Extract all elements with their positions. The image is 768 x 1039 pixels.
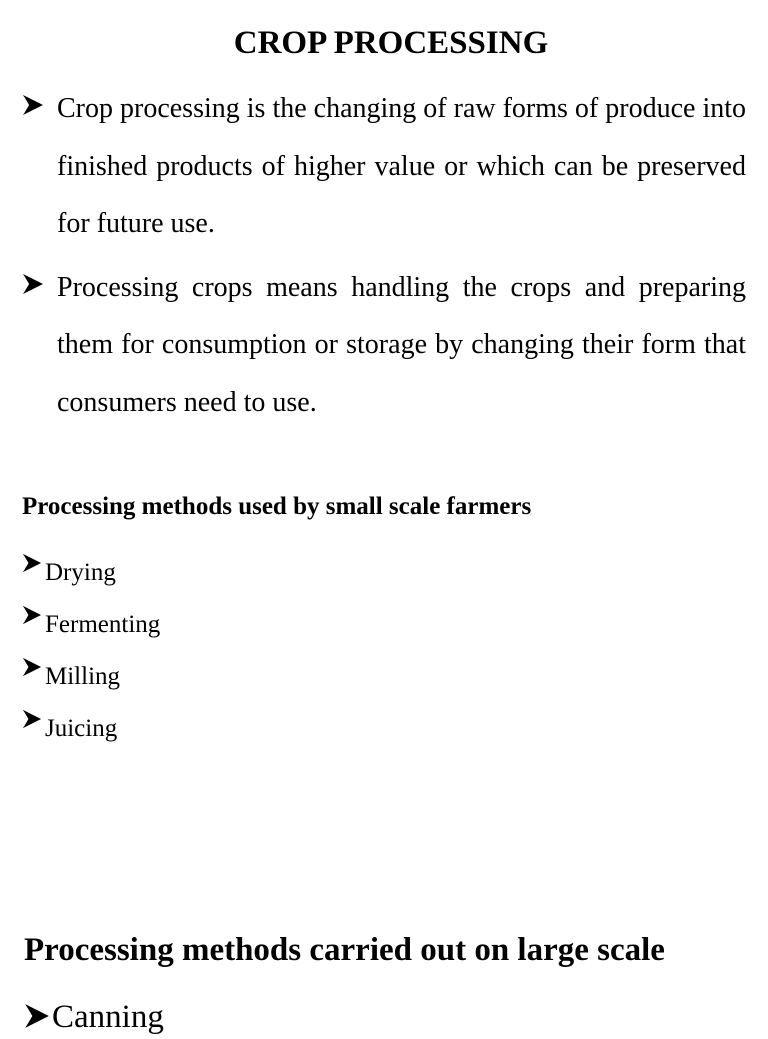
small-scale-methods-list (22, 547, 160, 755)
large-scale-methods-list (24, 995, 164, 1039)
page-title: CROP PROCESSING (233, 25, 549, 61)
arrowhead-bullet-icon (22, 657, 42, 677)
arrowhead-bullet-icon (22, 709, 42, 729)
method-label: Fermenting (45, 611, 161, 638)
method-label: Canning (52, 999, 164, 1035)
small-scale-heading: Processing methods used by small scale farmers (22, 493, 532, 520)
list-item (22, 599, 160, 651)
large-scale-heading: Processing methods carried out on large scale (24, 932, 665, 968)
arrowhead-bullet-icon (22, 605, 42, 625)
arrowhead-bullet-icon (22, 553, 42, 573)
list-item (22, 547, 160, 599)
arrowhead-bullet-icon (22, 273, 44, 295)
definition-item (22, 259, 746, 432)
list-item (22, 703, 160, 755)
list-item (24, 995, 164, 1039)
definition-text: Processing crops means handling the crops and preparing them for consumption or storage by changing their form that consumers need to use. (57, 271, 746, 418)
arrowhead-bullet-icon (24, 1003, 50, 1029)
list-item (22, 651, 160, 703)
definition-list (22, 80, 746, 431)
method-label: Milling (45, 663, 121, 690)
arrowhead-bullet-icon (22, 94, 44, 116)
method-label: Juicing (45, 715, 118, 742)
definition-item (22, 80, 746, 253)
definition-text: Crop processing is the changing of raw forms of produce into finished products of higher value or which can be preserved for future use. (57, 93, 746, 239)
method-label: Drying (45, 559, 116, 586)
